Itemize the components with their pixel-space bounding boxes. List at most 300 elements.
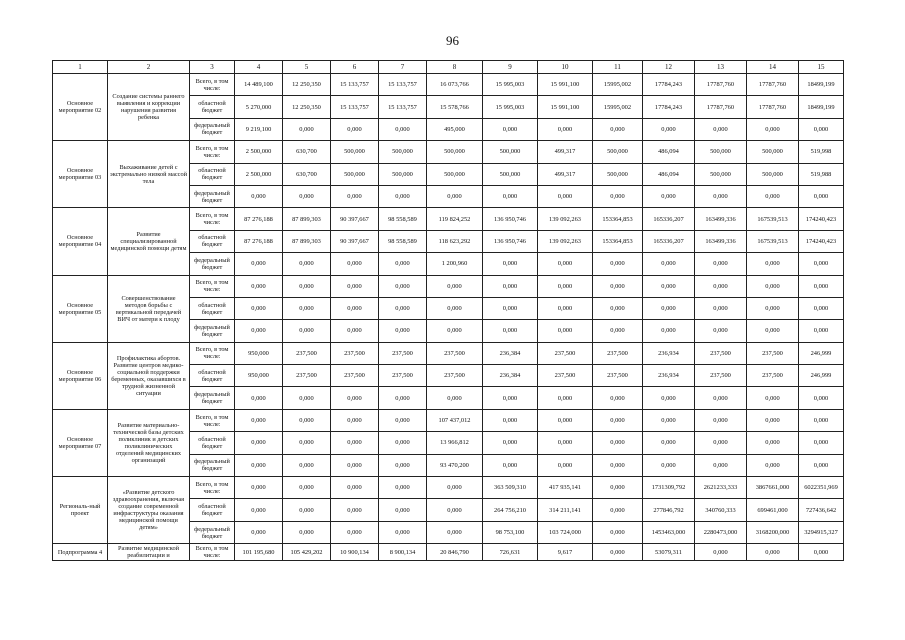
amount-cell: 0,000 [695,275,747,297]
amount-cell: 2 500,000 [235,163,283,185]
amount-cell: 0,000 [331,387,379,409]
amount-cell: 53079,311 [643,544,695,561]
activity-description: Создание системы раннего выявления и коррекции нарушения развития ребенка [108,74,190,141]
amount-cell: 0,000 [235,275,283,297]
amount-cell: 98 558,589 [379,230,427,252]
amount-cell: 0,000 [695,297,747,319]
amount-cell: 136 950,746 [483,208,538,230]
amount-cell: 16 073,766 [427,74,483,96]
amount-cell: 0,000 [643,409,695,431]
table-row [53,141,844,163]
amount-cell: 0,000 [799,118,844,140]
amount-cell: 139 092,263 [538,208,593,230]
table-row [53,275,844,297]
amount-cell: 90 397,667 [331,230,379,252]
amount-cell: 17787,760 [747,74,799,96]
amount-cell: 15 995,003 [483,74,538,96]
funding-source: Всего, в том числе: [190,342,235,364]
header-cell: 10 [538,61,593,74]
amount-cell: 0,000 [593,454,643,476]
header-cell: 6 [331,61,379,74]
amount-cell: 0,000 [379,253,427,275]
amount-cell: 499,317 [538,163,593,185]
amount-cell: 0,000 [235,409,283,431]
table-row [53,409,844,431]
header-cell: 4 [235,61,283,74]
amount-cell: 0,000 [483,409,538,431]
amount-cell: 0,000 [331,297,379,319]
amount-cell: 0,000 [695,118,747,140]
amount-cell: 0,000 [427,387,483,409]
amount-cell: 107 437,012 [427,409,483,431]
amount-cell: 500,000 [695,141,747,163]
amount-cell: 237,500 [747,365,799,387]
amount-cell: 12 250,350 [283,96,331,118]
amount-cell: 1453463,000 [643,521,695,543]
amount-cell: 0,000 [799,320,844,342]
amount-cell: 0,000 [427,297,483,319]
funding-source: федеральный бюджет [190,521,235,543]
amount-cell: 0,000 [747,297,799,319]
activity-name: Основное мероприятие 02 [53,74,108,141]
amount-cell: 0,000 [799,387,844,409]
amount-cell: 15 133,757 [379,74,427,96]
amount-cell: 237,500 [695,365,747,387]
amount-cell: 5 270,000 [235,96,283,118]
amount-cell: 3168200,000 [747,521,799,543]
amount-cell: 0,000 [483,185,538,207]
amount-cell: 87 899,303 [283,208,331,230]
amount-cell: 0,000 [331,454,379,476]
amount-cell: 630,700 [283,141,331,163]
amount-cell: 237,500 [379,342,427,364]
amount-cell: 0,000 [427,320,483,342]
amount-cell: 237,500 [593,365,643,387]
amount-cell: 87 276,188 [235,230,283,252]
funding-source: областной бюджет [190,365,235,387]
amount-cell: 0,000 [643,454,695,476]
amount-cell: 237,500 [427,365,483,387]
table-row [53,342,844,364]
amount-cell: 0,000 [331,118,379,140]
amount-cell: 20 846,790 [427,544,483,561]
amount-cell: 105 429,202 [283,544,331,561]
amount-cell: 500,000 [427,141,483,163]
amount-cell: 519,998 [799,141,844,163]
amount-cell: 0,000 [331,432,379,454]
amount-cell: 0,000 [379,409,427,431]
amount-cell: 0,000 [427,521,483,543]
amount-cell: 101 195,680 [235,544,283,561]
amount-cell: 0,000 [747,253,799,275]
amount-cell: 236,384 [483,342,538,364]
amount-cell: 15995,002 [593,74,643,96]
funding-source: областной бюджет [190,297,235,319]
amount-cell: 486,094 [643,163,695,185]
amount-cell: 0,000 [283,297,331,319]
amount-cell: 3294915,327 [799,521,844,543]
amount-cell: 0,000 [235,477,283,499]
amount-cell: 0,000 [643,432,695,454]
amount-cell: 0,000 [593,521,643,543]
amount-cell: 9 219,100 [235,118,283,140]
amount-cell: 2 500,000 [235,141,283,163]
amount-cell: 174240,423 [799,230,844,252]
amount-cell: 0,000 [643,253,695,275]
amount-cell: 699461,000 [747,499,799,521]
amount-cell: 0,000 [379,499,427,521]
activity-description: Развитие материально-технической базы детских поликлиник и детских поликлинических отделений медицинских организаций [108,409,190,476]
amount-cell: 15 133,757 [331,74,379,96]
amount-cell: 0,000 [747,320,799,342]
amount-cell: 0,000 [331,185,379,207]
amount-cell: 0,000 [799,275,844,297]
amount-cell: 98 558,589 [379,208,427,230]
amount-cell: 237,500 [538,365,593,387]
amount-cell: 0,000 [427,477,483,499]
funding-source: федеральный бюджет [190,320,235,342]
amount-cell: 500,000 [593,141,643,163]
header-cell: 13 [695,61,747,74]
amount-cell: 98 753,100 [483,521,538,543]
funding-source: областной бюджет [190,96,235,118]
funding-source: Всего, в том числе: [190,275,235,297]
amount-cell: 0,000 [235,499,283,521]
amount-cell: 0,000 [235,432,283,454]
amount-cell: 0,000 [483,320,538,342]
amount-cell: 0,000 [538,454,593,476]
amount-cell: 0,000 [283,477,331,499]
amount-cell: 237,500 [427,342,483,364]
funding-source: Всего, в том числе: [190,477,235,499]
amount-cell: 163499,336 [695,208,747,230]
amount-cell: 118 623,292 [427,230,483,252]
amount-cell: 0,000 [695,454,747,476]
amount-cell: 93 470,200 [427,454,483,476]
amount-cell: 0,000 [747,432,799,454]
amount-cell: 1 200,960 [427,253,483,275]
row-label: Подпрограмма 4 [53,544,108,561]
amount-cell: 0,000 [747,454,799,476]
amount-cell: 0,000 [331,521,379,543]
amount-cell: 0,000 [593,320,643,342]
funding-source: федеральный бюджет [190,253,235,275]
amount-cell: 0,000 [235,387,283,409]
amount-cell: 500,000 [593,163,643,185]
activity-name: Основное мероприятие 05 [53,275,108,342]
amount-cell: 0,000 [379,275,427,297]
amount-cell: 0,000 [799,185,844,207]
amount-cell: 10 900,134 [331,544,379,561]
header-cell: 14 [747,61,799,74]
amount-cell: 0,000 [379,185,427,207]
amount-cell: 237,500 [379,365,427,387]
amount-cell: 0,000 [643,275,695,297]
amount-cell: 0,000 [799,454,844,476]
table-row [53,208,844,230]
amount-cell: 0,000 [283,185,331,207]
amount-cell: 237,500 [331,342,379,364]
amount-cell: 0,000 [747,387,799,409]
header-cell: 3 [190,61,235,74]
amount-cell: 0,000 [331,499,379,521]
amount-cell: 0,000 [695,320,747,342]
amount-cell: 0,000 [538,253,593,275]
activity-name: Основное мероприятие 03 [53,141,108,208]
amount-cell: 500,000 [379,163,427,185]
amount-cell: 500,000 [483,141,538,163]
amount-cell: 236,934 [643,365,695,387]
budget-table [52,60,844,561]
header-cell: 11 [593,61,643,74]
amount-cell: 0,000 [379,432,427,454]
amount-cell: 15 995,003 [483,96,538,118]
amount-cell: 87 899,303 [283,230,331,252]
amount-cell: 0,000 [283,432,331,454]
funding-source: Всего, в том числе: [190,409,235,431]
amount-cell: 500,000 [695,163,747,185]
amount-cell: 0,000 [235,185,283,207]
amount-cell: 500,000 [747,141,799,163]
amount-cell: 237,500 [593,342,643,364]
amount-cell: 0,000 [283,454,331,476]
amount-cell: 18499,199 [799,74,844,96]
funding-source: областной бюджет [190,163,235,185]
amount-cell: 237,500 [331,365,379,387]
amount-cell: 119 824,252 [427,208,483,230]
funding-source: федеральный бюджет [190,387,235,409]
activity-description: Профилактика абортов. Развитие центров медико-социальной поддержки беременных, оказавшихся в трудной жизненной ситуации [108,342,190,409]
header-cell: 8 [427,61,483,74]
amount-cell: 0,000 [283,409,331,431]
amount-cell: 237,500 [283,365,331,387]
amount-cell: 0,000 [695,387,747,409]
amount-cell: 363 509,310 [483,477,538,499]
amount-cell: 2280473,000 [695,521,747,543]
amount-cell: 0,000 [483,118,538,140]
amount-cell: 17787,760 [695,96,747,118]
amount-cell: 167539,513 [747,208,799,230]
header-cell: 7 [379,61,427,74]
amount-cell: 0,000 [379,521,427,543]
amount-cell: 0,000 [695,409,747,431]
amount-cell: 0,000 [283,521,331,543]
funding-source: областной бюджет [190,499,235,521]
header-cell: 5 [283,61,331,74]
amount-cell: 0,000 [643,185,695,207]
amount-cell: 139 092,263 [538,230,593,252]
amount-cell: 165336,207 [643,208,695,230]
activity-name: Основное мероприятие 07 [53,409,108,476]
table-row [53,544,844,561]
amount-cell: 0,000 [538,297,593,319]
amount-cell: 500,000 [331,163,379,185]
amount-cell: 0,000 [283,320,331,342]
amount-cell: 13 966,812 [427,432,483,454]
amount-cell: 0,000 [695,544,747,561]
amount-cell: 0,000 [379,387,427,409]
header-cell: 12 [643,61,695,74]
activity-description: Совершенствование методов борьбы с вертикальной передачей ВИЧ от матери к плоду [108,275,190,342]
amount-cell: 0,000 [538,185,593,207]
amount-cell: 0,000 [695,432,747,454]
amount-cell: 0,000 [593,499,643,521]
amount-cell: 0,000 [538,432,593,454]
amount-cell: 0,000 [379,118,427,140]
amount-cell: 0,000 [799,297,844,319]
amount-cell: 0,000 [593,275,643,297]
amount-cell: 0,000 [593,432,643,454]
amount-cell: 15 133,757 [379,96,427,118]
amount-cell: 0,000 [483,432,538,454]
amount-cell: 17784,243 [643,74,695,96]
activity-description: Выхаживание детей с экстремально низкой массой тела [108,141,190,208]
amount-cell: 237,500 [283,342,331,364]
amount-cell: 726,631 [483,544,538,561]
activity-description: Развитие специализированной медицинской помощи детям [108,208,190,275]
amount-cell: 0,000 [538,409,593,431]
amount-cell: 500,000 [427,163,483,185]
header-cell: 1 [53,61,108,74]
amount-cell: 0,000 [427,275,483,297]
amount-cell: 0,000 [483,253,538,275]
header-cell: 2 [108,61,190,74]
amount-cell: 486,094 [643,141,695,163]
activity-name: Основное мероприятие 06 [53,342,108,409]
header-cell: 9 [483,61,538,74]
amount-cell: 0,000 [379,477,427,499]
amount-cell: 519,988 [799,163,844,185]
amount-cell: 15 991,100 [538,96,593,118]
amount-cell: 0,000 [235,454,283,476]
amount-cell: 0,000 [593,118,643,140]
amount-cell: 0,000 [538,387,593,409]
amount-cell: 0,000 [483,387,538,409]
funding-source: областной бюджет [190,432,235,454]
amount-cell: 0,000 [593,297,643,319]
amount-cell: 237,500 [747,342,799,364]
amount-cell: 630,700 [283,163,331,185]
amount-cell: 0,000 [747,409,799,431]
amount-cell: 15 991,100 [538,74,593,96]
amount-cell: 236,934 [643,342,695,364]
amount-cell: 246,999 [799,342,844,364]
amount-cell: 237,500 [538,342,593,364]
amount-cell: 174240,423 [799,208,844,230]
amount-cell: 236,384 [483,365,538,387]
amount-cell: 0,000 [538,275,593,297]
amount-cell: 495,000 [427,118,483,140]
amount-cell: 136 950,746 [483,230,538,252]
amount-cell: 0,000 [593,185,643,207]
amount-cell: 0,000 [235,297,283,319]
amount-cell: 0,000 [283,253,331,275]
amount-cell: 0,000 [593,387,643,409]
amount-cell: 0,000 [283,387,331,409]
header-row [53,61,844,74]
amount-cell: 314 211,141 [538,499,593,521]
funding-source: Всего, в том числе: [190,141,235,163]
amount-cell: 165336,207 [643,230,695,252]
amount-cell: 17784,243 [643,96,695,118]
amount-cell: 0,000 [427,185,483,207]
amount-cell: 500,000 [747,163,799,185]
amount-cell: 103 724,000 [538,521,593,543]
amount-cell: 0,000 [331,253,379,275]
amount-cell: 0,000 [593,253,643,275]
amount-cell: 0,000 [283,499,331,521]
amount-cell: 500,000 [483,163,538,185]
amount-cell: 163499,336 [695,230,747,252]
activity-name: Региональ-ный проект [53,477,108,544]
amount-cell: 0,000 [283,118,331,140]
amount-cell: 0,000 [379,297,427,319]
amount-cell: 0,000 [427,499,483,521]
amount-cell: 153364,853 [593,230,643,252]
amount-cell: 0,000 [593,544,643,561]
activity-description: «Развитие детского здравоохранения, включая создание современной инфраструктуры оказания медицинской помощи детям» [108,477,190,544]
amount-cell: 237,500 [695,342,747,364]
amount-cell: 0,000 [283,275,331,297]
amount-cell: 6022351,969 [799,477,844,499]
amount-cell: 417 935,141 [538,477,593,499]
amount-cell: 0,000 [379,454,427,476]
amount-cell: 15 133,757 [331,96,379,118]
amount-cell: 15995,002 [593,96,643,118]
amount-cell: 0,000 [799,432,844,454]
amount-cell: 0,000 [747,185,799,207]
amount-cell: 0,000 [695,253,747,275]
table-row [53,477,844,499]
amount-cell: 0,000 [593,409,643,431]
amount-cell: 0,000 [643,387,695,409]
amount-cell: 3867661,000 [747,477,799,499]
amount-cell: 499,317 [538,141,593,163]
amount-cell: 0,000 [235,320,283,342]
funding-source: Всего, в том числе: [190,74,235,96]
funding-source: федеральный бюджет [190,454,235,476]
amount-cell: 0,000 [538,118,593,140]
amount-cell: 8 900,134 [379,544,427,561]
amount-cell: 0,000 [747,275,799,297]
amount-cell: 246,999 [799,365,844,387]
row-label: Всего, в том числе: [190,544,235,561]
amount-cell: 14 489,100 [235,74,283,96]
amount-cell: 18499,199 [799,96,844,118]
row-label: Развитие медицинской реабилитации и [108,544,190,561]
amount-cell: 0,000 [799,544,844,561]
amount-cell: 87 276,188 [235,208,283,230]
amount-cell: 0,000 [593,477,643,499]
amount-cell: 0,000 [799,409,844,431]
amount-cell: 0,000 [747,118,799,140]
amount-cell: 15 578,766 [427,96,483,118]
funding-source: федеральный бюджет [190,185,235,207]
amount-cell: 90 397,667 [331,208,379,230]
funding-source: федеральный бюджет [190,118,235,140]
amount-cell: 0,000 [483,275,538,297]
amount-cell: 0,000 [331,320,379,342]
amount-cell: 0,000 [483,454,538,476]
amount-cell: 0,000 [643,118,695,140]
amount-cell: 500,000 [331,141,379,163]
amount-cell: 0,000 [538,320,593,342]
header-cell: 15 [799,61,844,74]
amount-cell: 950,000 [235,365,283,387]
amount-cell: 153364,853 [593,208,643,230]
amount-cell: 167539,513 [747,230,799,252]
funding-source: областной бюджет [190,230,235,252]
